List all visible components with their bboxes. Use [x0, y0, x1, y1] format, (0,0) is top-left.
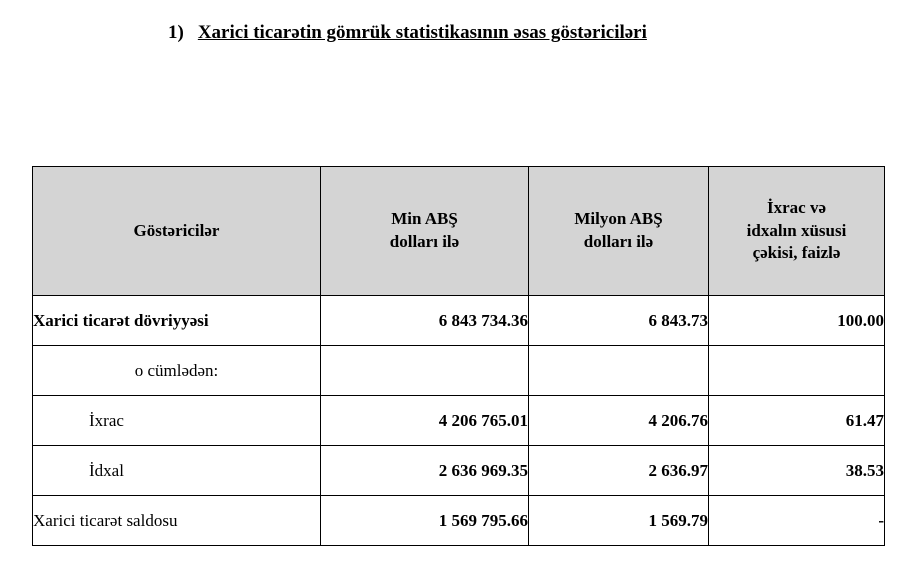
cell-export-million-usd: 4 206.76 — [529, 396, 709, 446]
heading-title: Xarici ticarətin gömrük statistikasının əsas göstəriciləri — [197, 22, 647, 43]
cell-balance-million-usd: 1 569.79 — [529, 496, 709, 546]
column-header-share-percent-line1: İxrac və — [766, 198, 826, 218]
column-header-share-percent-line2: idxalın xüsusi — [746, 220, 847, 240]
column-header-thousand-usd-line1: Min ABŞ — [391, 209, 458, 229]
column-header-thousand-usd — [321, 167, 529, 296]
table-row — [33, 496, 885, 546]
row-label-balance: Xarici ticarət saldosu — [33, 496, 321, 546]
column-header-million-usd — [529, 167, 709, 296]
column-header-thousand-usd-line2: dolları ilə — [389, 232, 460, 251]
table-header-row — [33, 167, 885, 296]
table-row — [33, 396, 885, 446]
cell-export-share-percent: 61.47 — [709, 396, 885, 446]
column-header-share-percent — [709, 167, 885, 296]
foreign-trade-statistics-table — [32, 166, 885, 546]
row-label-export: İxrac — [33, 396, 321, 446]
table-header — [33, 167, 885, 296]
column-header-million-usd-line2: dolları ilə — [583, 232, 654, 251]
page-title — [0, 22, 907, 44]
document-page — [0, 22, 907, 586]
cell-balance-thousand-usd: 1 569 795.66 — [321, 496, 529, 546]
heading-number: 1) — [168, 22, 184, 43]
column-header-indicators: Göstəricilər — [33, 167, 321, 296]
table-body — [33, 296, 885, 546]
cell-import-thousand-usd: 2 636 969.35 — [321, 446, 529, 496]
table-row — [33, 346, 885, 396]
cell-including-thousand-usd — [321, 346, 529, 396]
table-row — [33, 296, 885, 346]
row-label-turnover: Xarici ticarət dövriyyəsi — [33, 296, 321, 346]
cell-import-million-usd: 2 636.97 — [529, 446, 709, 496]
column-header-million-usd-line1: Milyon ABŞ — [574, 209, 663, 229]
column-header-share-percent-line3: çəkisi, faizlə — [752, 243, 841, 263]
cell-turnover-thousand-usd: 6 843 734.36 — [321, 296, 529, 346]
cell-including-million-usd — [529, 346, 709, 396]
cell-turnover-share-percent: 100.00 — [709, 296, 885, 346]
row-label-import: İdxal — [33, 446, 321, 496]
table-row — [33, 446, 885, 496]
cell-turnover-million-usd: 6 843.73 — [529, 296, 709, 346]
cell-import-share-percent: 38.53 — [709, 446, 885, 496]
cell-export-thousand-usd: 4 206 765.01 — [321, 396, 529, 446]
cell-balance-share-percent: - — [709, 496, 885, 546]
cell-including-share-percent — [709, 346, 885, 396]
row-label-including: o cümlədən: — [33, 346, 321, 396]
